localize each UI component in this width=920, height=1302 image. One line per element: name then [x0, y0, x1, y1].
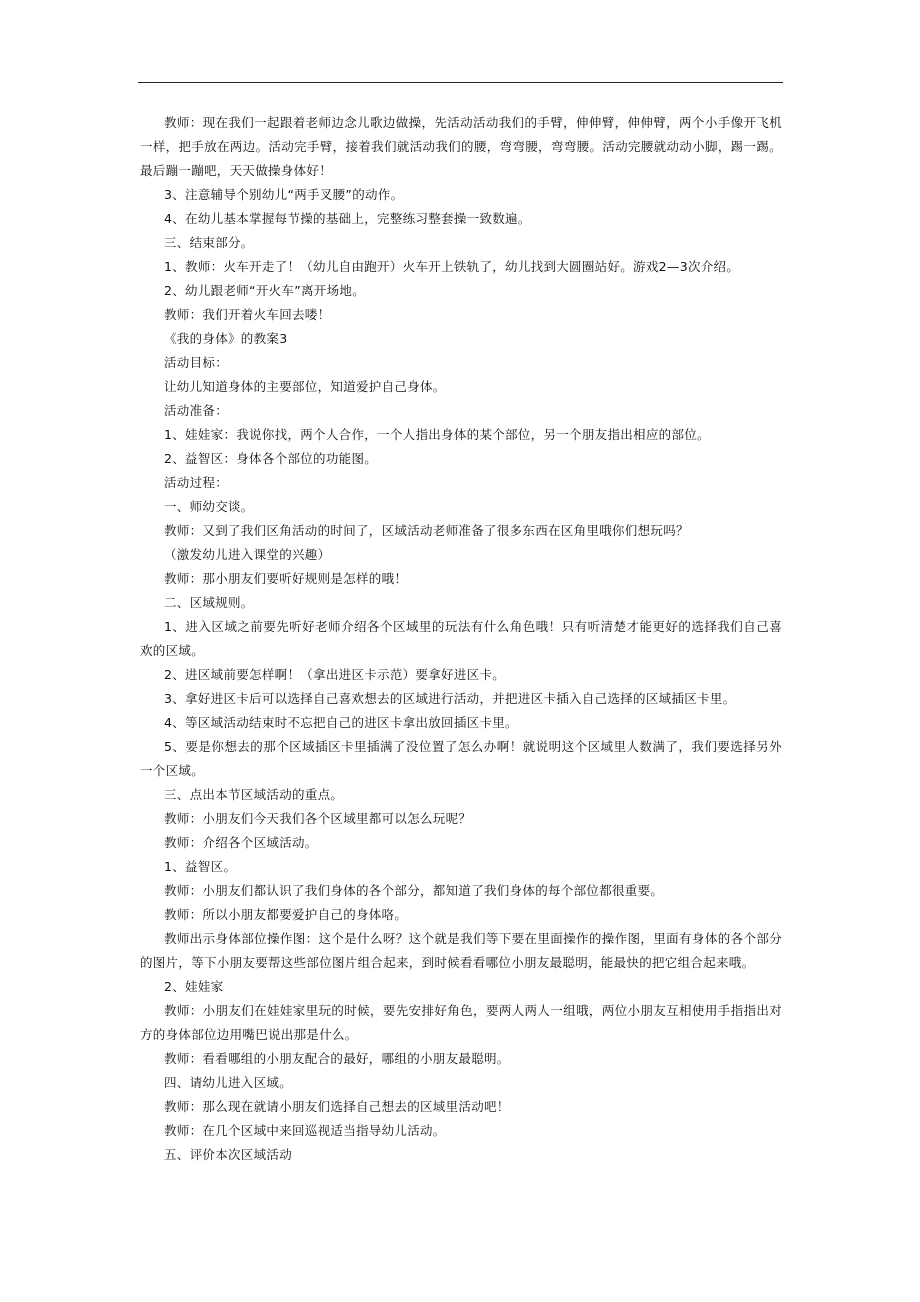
heading-doll-house: 2、娃娃家 — [164, 979, 224, 994]
heading-puzzle-area: 1、益智区。 — [164, 859, 237, 874]
heading-preparation: 活动准备： — [164, 403, 229, 418]
paragraph-rule-1: 1、进入区域之前要先听好老师介绍各个区域里的玩法有什么角色哦！只有听清楚才能更好的选择我们自己喜欢的区域。 — [140, 619, 782, 658]
lesson-title: 《我的身体》的教案3 — [164, 331, 288, 346]
section-heading-rules: 二、区域规则。 — [164, 595, 254, 610]
paragraph-teacher-train: 教师：我们开着火车回去喽！ — [164, 307, 331, 322]
paragraph-teacher-diagram: 教师出示身体部位操作图：这个是什么呀？这个就是我们等下要在里面操作的操作图，里面有身体的各个部分的图片，等下小朋友要帮这些部位图片组合起来，到时候看看哪位小朋友最聪明，能最快的把它组合起来哦。 — [140, 931, 782, 970]
paragraph-prep-2: 2、益智区：身体各个部位的功能图。 — [164, 451, 378, 466]
paragraph-rule-4: 4、等区域活动结束时不忘把自己的进区卡拿出放回插区卡里。 — [164, 715, 518, 730]
paragraph-teacher-corner: 教师：又到了我们区角活动的时间了，区域活动老师准备了很多东西在区角里哦你们想玩吗？ — [164, 523, 689, 538]
paragraph-goal: 让幼儿知道身体的主要部位，知道爱护自己身体。 — [164, 379, 446, 394]
paragraph-teacher-care: 教师：所以小朋友都要爱护自己的身体咯。 — [164, 907, 408, 922]
paragraph-step-3: 3、注意辅导个别幼儿“两手叉腰”的动作。 — [164, 187, 404, 202]
heading-process: 活动过程： — [164, 475, 229, 490]
paragraph-teacher-intro: 教师：介绍各个区域活动。 — [164, 835, 318, 850]
document-body — [140, 111, 782, 1167]
paragraph-rule-3: 3、拿好进区卡后可以选择自己喜欢想去的区域进行活动，并把进区卡插入自己选择的区域插区卡里。 — [164, 691, 736, 706]
paragraph-prep-1: 1、娃娃家：我说你找，两个人合作，一个人指出身体的某个部位，另一个朋友指出相应的部位。 — [164, 427, 710, 442]
paragraph-teacher-rules: 教师：那小朋友们要听好规则是怎样的哦！ — [164, 571, 408, 586]
paragraph-exercise-intro: 教师：现在我们一起跟着老师边念儿歌边做操，先活动活动我们的手臂，伸伸臂，伸伸臂，两个小手像开飞机一样，把手放在两边。活动完手臂，接着我们就活动我们的腰，弯弯腰，弯弯腰。活动完腰就动动小脚，踢一踢。最后蹦一蹦吧，天天做操身体好！ — [140, 115, 782, 178]
section-heading-evaluate: 五、评价本次区域活动 — [164, 1147, 293, 1162]
paragraph-step-4: 4、在幼儿基本掌握每节操的基础上，完整练习整套操一致数遍。 — [164, 211, 531, 226]
section-heading-enter: 四、请幼儿进入区域。 — [164, 1075, 293, 1090]
paragraph-teacher-choose: 教师：那么现在就请小朋友们选择自己想去的区域里活动吧！ — [164, 1099, 510, 1114]
header-rule — [138, 82, 783, 83]
heading-goals: 活动目标： — [164, 355, 229, 370]
section-heading-focus: 三、点出本节区域活动的重点。 — [164, 787, 344, 802]
paragraph-teacher-roles: 教师：小朋友们在娃娃家里玩的时候，要先安排好角色，要两人两人一组哦，两位小朋友互相使用手指指出对方的身体部位边用嘴巴说出那是什么。 — [140, 1003, 782, 1042]
paragraph-ending-2: 2、幼儿跟老师“开火车”离开场地。 — [164, 283, 366, 298]
section-heading-talk: 一、师幼交谈。 — [164, 499, 254, 514]
paragraph-teacher-best-group: 教师：看看哪组的小朋友配合的最好，哪组的小朋友最聪明。 — [164, 1051, 510, 1066]
paragraph-interest: （激发幼儿进入课堂的兴趣） — [164, 547, 331, 562]
paragraph-teacher-patrol: 教师：在几个区域中来回巡视适当指导幼儿活动。 — [164, 1123, 446, 1138]
section-heading-ending: 三、结束部分。 — [164, 235, 254, 250]
paragraph-teacher-play: 教师：小朋友们今天我们各个区域里都可以怎么玩呢？ — [164, 811, 472, 826]
paragraph-rule-2: 2、进区域前要怎样啊！（拿出进区卡示范）要拿好进区卡。 — [164, 667, 506, 682]
paragraph-ending-1: 1、教师：火车开走了！（幼儿自由跑开）火车开上铁轨了，幼儿找到大圆圈站好。游戏2—3次介绍。 — [164, 259, 740, 274]
paragraph-teacher-body-parts: 教师：小朋友们都认识了我们身体的各个部分，都知道了我们身体的每个部位都很重要。 — [164, 883, 664, 898]
paragraph-rule-5: 5、要是你想去的那个区域插区卡里插满了没位置了怎么办啊！就说明这个区域里人数满了，我们要选择另外一个区域。 — [140, 739, 782, 778]
